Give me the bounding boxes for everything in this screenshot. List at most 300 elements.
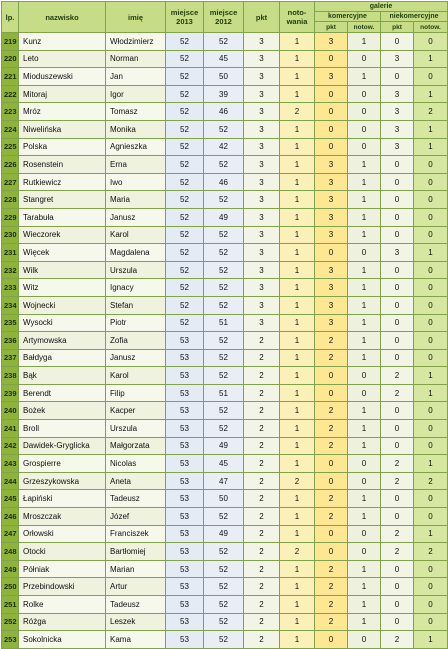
cell-notowania: 1 xyxy=(280,33,315,51)
cell-imie: Franciszek xyxy=(106,525,166,543)
cell-komercyjne-notow: 0 xyxy=(348,367,381,385)
cell-imie: Leszek xyxy=(106,613,166,631)
cell-miejsce-2013: 53 xyxy=(166,384,204,402)
cell-pkt: 3 xyxy=(244,226,280,244)
cell-komercyjne-notow: 0 xyxy=(348,85,381,103)
cell-lp: 233 xyxy=(2,279,19,297)
cell-imie: Bartłomiej xyxy=(106,543,166,561)
table-row xyxy=(2,68,448,86)
cell-niekomercyjne-notow: 0 xyxy=(414,226,448,244)
cell-niekomercyjne-notow: 0 xyxy=(414,208,448,226)
cell-komercyjne-pkt: 0 xyxy=(315,244,348,262)
cell-niekomercyjne-pkt: 0 xyxy=(381,332,414,350)
cell-lp: 228 xyxy=(2,191,19,209)
cell-komercyjne-pkt: 3 xyxy=(315,314,348,332)
cell-notowania: 1 xyxy=(280,85,315,103)
cell-komercyjne-pkt: 2 xyxy=(315,437,348,455)
table-row xyxy=(2,208,448,226)
cell-niekomercyjne-notow: 0 xyxy=(414,560,448,578)
cell-pkt: 2 xyxy=(244,543,280,561)
cell-imie: Zofia xyxy=(106,332,166,350)
cell-niekomercyjne-pkt: 0 xyxy=(381,68,414,86)
cell-lp: 244 xyxy=(2,472,19,490)
cell-lp: 243 xyxy=(2,455,19,473)
cell-lp: 234 xyxy=(2,296,19,314)
table-row xyxy=(2,226,448,244)
cell-komercyjne-pkt: 3 xyxy=(315,208,348,226)
cell-nazwisko: Bożek xyxy=(19,402,106,420)
cell-notowania: 1 xyxy=(280,560,315,578)
header-nazwisko: nazwisko xyxy=(19,2,106,33)
cell-imie: Tomasz xyxy=(106,103,166,121)
cell-miejsce-2012: 52 xyxy=(204,332,244,350)
cell-notowania: 1 xyxy=(280,332,315,350)
cell-lp: 247 xyxy=(2,525,19,543)
cell-nazwisko: Rutkiewicz xyxy=(19,173,106,191)
cell-miejsce-2012: 50 xyxy=(204,490,244,508)
table-row xyxy=(2,384,448,402)
cell-imie: Kacper xyxy=(106,402,166,420)
cell-komercyjne-notow: 1 xyxy=(348,208,381,226)
cell-miejsce-2013: 52 xyxy=(166,173,204,191)
cell-niekomercyjne-notow: 0 xyxy=(414,156,448,174)
cell-imie: Tadeusz xyxy=(106,596,166,614)
cell-pkt: 3 xyxy=(244,120,280,138)
cell-lp: 221 xyxy=(2,68,19,86)
cell-pkt: 2 xyxy=(244,578,280,596)
cell-notowania: 1 xyxy=(280,384,315,402)
cell-lp: 249 xyxy=(2,560,19,578)
cell-niekomercyjne-pkt: 2 xyxy=(381,384,414,402)
cell-imie: Ignacy xyxy=(106,279,166,297)
cell-niekomercyjne-notow: 0 xyxy=(414,508,448,526)
cell-lp: 252 xyxy=(2,613,19,631)
cell-komercyjne-notow: 1 xyxy=(348,68,381,86)
cell-niekomercyjne-notow: 0 xyxy=(414,314,448,332)
cell-nazwisko: Leto xyxy=(19,50,106,68)
cell-nazwisko: Berendt xyxy=(19,384,106,402)
cell-komercyjne-notow: 0 xyxy=(348,543,381,561)
cell-lp: 241 xyxy=(2,420,19,438)
cell-miejsce-2013: 53 xyxy=(166,578,204,596)
cell-miejsce-2013: 53 xyxy=(166,367,204,385)
cell-lp: 237 xyxy=(2,349,19,367)
cell-lp: 250 xyxy=(2,578,19,596)
table-row xyxy=(2,490,448,508)
cell-pkt: 3 xyxy=(244,279,280,297)
cell-miejsce-2012: 51 xyxy=(204,314,244,332)
cell-pkt: 2 xyxy=(244,490,280,508)
cell-niekomercyjne-notow: 0 xyxy=(414,349,448,367)
cell-niekomercyjne-pkt: 0 xyxy=(381,33,414,51)
cell-pkt: 2 xyxy=(244,367,280,385)
header-miejsce-2013 xyxy=(166,2,204,33)
cell-miejsce-2013: 53 xyxy=(166,455,204,473)
cell-komercyjne-notow: 0 xyxy=(348,103,381,121)
cell-miejsce-2012: 52 xyxy=(204,631,244,649)
header-niekomercyjne: niekomercyjne xyxy=(381,12,448,22)
cell-pkt: 3 xyxy=(244,138,280,156)
cell-komercyjne-pkt: 0 xyxy=(315,85,348,103)
cell-komercyjne-notow: 1 xyxy=(348,490,381,508)
cell-lp: 232 xyxy=(2,261,19,279)
cell-pkt: 2 xyxy=(244,455,280,473)
table-row xyxy=(2,261,448,279)
cell-miejsce-2013: 53 xyxy=(166,508,204,526)
cell-nazwisko: Półniak xyxy=(19,560,106,578)
cell-komercyjne-notow: 1 xyxy=(348,402,381,420)
ranking-table-container xyxy=(1,1,447,649)
table-row xyxy=(2,103,448,121)
cell-notowania: 1 xyxy=(280,279,315,297)
cell-nazwisko: Broll xyxy=(19,420,106,438)
cell-imie: Erna xyxy=(106,156,166,174)
cell-miejsce-2013: 52 xyxy=(166,296,204,314)
cell-niekomercyjne-pkt: 0 xyxy=(381,437,414,455)
cell-niekomercyjne-pkt: 0 xyxy=(381,578,414,596)
cell-nazwisko: Mroszczak xyxy=(19,508,106,526)
cell-miejsce-2012: 52 xyxy=(204,261,244,279)
cell-nazwisko: Bąk xyxy=(19,367,106,385)
cell-komercyjne-notow: 1 xyxy=(348,560,381,578)
cell-notowania: 1 xyxy=(280,455,315,473)
cell-niekomercyjne-notow: 1 xyxy=(414,525,448,543)
cell-miejsce-2012: 52 xyxy=(204,560,244,578)
cell-lp: 245 xyxy=(2,490,19,508)
header-notowania-text: noto-wania xyxy=(286,8,308,26)
cell-nazwisko: Wysocki xyxy=(19,314,106,332)
cell-pkt: 2 xyxy=(244,402,280,420)
table-row xyxy=(2,437,448,455)
cell-imie: Karol xyxy=(106,226,166,244)
cell-niekomercyjne-pkt: 0 xyxy=(381,279,414,297)
cell-notowania: 1 xyxy=(280,226,315,244)
cell-notowania: 1 xyxy=(280,367,315,385)
cell-nazwisko: Witz xyxy=(19,279,106,297)
cell-miejsce-2012: 45 xyxy=(204,455,244,473)
table-row xyxy=(2,279,448,297)
cell-niekomercyjne-notow: 1 xyxy=(414,367,448,385)
table-row xyxy=(2,138,448,156)
cell-notowania: 2 xyxy=(280,543,315,561)
cell-pkt: 3 xyxy=(244,85,280,103)
cell-komercyjne-pkt: 0 xyxy=(315,50,348,68)
header-kom-pkt: pkt xyxy=(315,22,348,33)
cell-imie: Józef xyxy=(106,508,166,526)
cell-niekomercyjne-notow: 0 xyxy=(414,332,448,350)
cell-nazwisko: Mróz xyxy=(19,103,106,121)
cell-niekomercyjne-notow: 1 xyxy=(414,138,448,156)
cell-komercyjne-pkt: 3 xyxy=(315,261,348,279)
table-row xyxy=(2,543,448,561)
cell-miejsce-2012: 52 xyxy=(204,191,244,209)
cell-miejsce-2012: 52 xyxy=(204,156,244,174)
table-row xyxy=(2,173,448,191)
cell-pkt: 3 xyxy=(244,208,280,226)
cell-niekomercyjne-notow: 1 xyxy=(414,244,448,262)
cell-nazwisko: Tarabuła xyxy=(19,208,106,226)
cell-komercyjne-notow: 1 xyxy=(348,296,381,314)
cell-komercyjne-pkt: 0 xyxy=(315,472,348,490)
cell-notowania: 1 xyxy=(280,208,315,226)
cell-miejsce-2013: 52 xyxy=(166,103,204,121)
cell-niekomercyjne-notow: 0 xyxy=(414,613,448,631)
cell-lp: 219 xyxy=(2,33,19,51)
cell-komercyjne-notow: 1 xyxy=(348,349,381,367)
cell-komercyjne-pkt: 2 xyxy=(315,332,348,350)
cell-miejsce-2012: 52 xyxy=(204,33,244,51)
cell-niekomercyjne-notow: 1 xyxy=(414,50,448,68)
cell-nazwisko: Mitoraj xyxy=(19,85,106,103)
cell-komercyjne-pkt: 2 xyxy=(315,508,348,526)
cell-lp: 235 xyxy=(2,314,19,332)
cell-nazwisko: Stangret xyxy=(19,191,106,209)
cell-komercyjne-notow: 0 xyxy=(348,384,381,402)
cell-notowania: 1 xyxy=(280,490,315,508)
cell-pkt: 3 xyxy=(244,244,280,262)
cell-notowania: 1 xyxy=(280,508,315,526)
cell-notowania: 1 xyxy=(280,349,315,367)
cell-niekomercyjne-notow: 0 xyxy=(414,296,448,314)
cell-imie: Iwo xyxy=(106,173,166,191)
header-miejsce-2012-text: miejsce 2012 xyxy=(209,8,238,26)
header-galerie: galerie xyxy=(315,2,448,12)
cell-notowania: 1 xyxy=(280,596,315,614)
table-row xyxy=(2,508,448,526)
cell-komercyjne-notow: 1 xyxy=(348,613,381,631)
cell-komercyjne-notow: 0 xyxy=(348,525,381,543)
cell-niekomercyjne-notow: 2 xyxy=(414,103,448,121)
table-row xyxy=(2,244,448,262)
cell-miejsce-2013: 53 xyxy=(166,472,204,490)
header-niekom-pkt: pkt xyxy=(381,22,414,33)
cell-miejsce-2013: 52 xyxy=(166,120,204,138)
cell-niekomercyjne-pkt: 0 xyxy=(381,490,414,508)
header-kom-notow: notow. xyxy=(348,22,381,33)
cell-imie: Tadeusz xyxy=(106,490,166,508)
cell-nazwisko: Więcek xyxy=(19,244,106,262)
cell-komercyjne-notow: 1 xyxy=(348,173,381,191)
header-notowania xyxy=(280,2,315,33)
cell-niekomercyjne-pkt: 3 xyxy=(381,50,414,68)
cell-nazwisko: Otocki xyxy=(19,543,106,561)
cell-pkt: 3 xyxy=(244,50,280,68)
cell-komercyjne-pkt: 2 xyxy=(315,402,348,420)
cell-pkt: 2 xyxy=(244,596,280,614)
cell-niekomercyjne-notow: 1 xyxy=(414,85,448,103)
cell-lp: 225 xyxy=(2,138,19,156)
cell-notowania: 1 xyxy=(280,525,315,543)
cell-pkt: 2 xyxy=(244,420,280,438)
cell-lp: 239 xyxy=(2,384,19,402)
cell-miejsce-2012: 45 xyxy=(204,50,244,68)
cell-komercyjne-pkt: 2 xyxy=(315,613,348,631)
cell-nazwisko: Wieczorek xyxy=(19,226,106,244)
cell-niekomercyjne-pkt: 0 xyxy=(381,296,414,314)
cell-imie: Włodzimierz xyxy=(106,33,166,51)
cell-imie: Urszula xyxy=(106,261,166,279)
cell-lp: 238 xyxy=(2,367,19,385)
cell-nazwisko: Rosenstein xyxy=(19,156,106,174)
cell-niekomercyjne-notow: 2 xyxy=(414,472,448,490)
cell-imie: Artur xyxy=(106,578,166,596)
cell-notowania: 1 xyxy=(280,578,315,596)
cell-komercyjne-pkt: 3 xyxy=(315,68,348,86)
cell-komercyjne-notow: 0 xyxy=(348,472,381,490)
cell-komercyjne-notow: 1 xyxy=(348,596,381,614)
table-row xyxy=(2,296,448,314)
cell-notowania: 1 xyxy=(280,68,315,86)
cell-miejsce-2013: 53 xyxy=(166,631,204,649)
cell-imie: Jan xyxy=(106,68,166,86)
header-miejsce-2012 xyxy=(204,2,244,33)
cell-niekomercyjne-pkt: 0 xyxy=(381,560,414,578)
cell-miejsce-2012: 47 xyxy=(204,472,244,490)
cell-miejsce-2012: 52 xyxy=(204,296,244,314)
cell-miejsce-2013: 53 xyxy=(166,332,204,350)
cell-miejsce-2013: 52 xyxy=(166,279,204,297)
header-miejsce-2013-text: miejsce 2013 xyxy=(170,8,199,26)
table-row xyxy=(2,560,448,578)
cell-miejsce-2012: 46 xyxy=(204,173,244,191)
cell-imie: Filip xyxy=(106,384,166,402)
cell-imie: Kama xyxy=(106,631,166,649)
table-header xyxy=(2,2,448,33)
cell-komercyjne-notow: 0 xyxy=(348,50,381,68)
cell-lp: 251 xyxy=(2,596,19,614)
cell-niekomercyjne-pkt: 2 xyxy=(381,472,414,490)
cell-lp: 236 xyxy=(2,332,19,350)
table-row xyxy=(2,613,448,631)
cell-imie: Aneta xyxy=(106,472,166,490)
cell-niekomercyjne-pkt: 0 xyxy=(381,508,414,526)
cell-pkt: 3 xyxy=(244,103,280,121)
cell-imie: Janusz xyxy=(106,208,166,226)
cell-komercyjne-notow: 0 xyxy=(348,244,381,262)
cell-miejsce-2012: 52 xyxy=(204,578,244,596)
ranking-table xyxy=(1,1,448,649)
cell-komercyjne-notow: 1 xyxy=(348,578,381,596)
cell-miejsce-2013: 52 xyxy=(166,191,204,209)
cell-miejsce-2013: 52 xyxy=(166,156,204,174)
table-row xyxy=(2,191,448,209)
cell-pkt: 3 xyxy=(244,156,280,174)
cell-imie: Stefan xyxy=(106,296,166,314)
cell-niekomercyjne-notow: 1 xyxy=(414,455,448,473)
header-lp: lp. xyxy=(2,2,19,33)
cell-niekomercyjne-pkt: 3 xyxy=(381,138,414,156)
cell-imie: Maria xyxy=(106,191,166,209)
cell-komercyjne-notow: 1 xyxy=(348,279,381,297)
cell-niekomercyjne-notow: 0 xyxy=(414,68,448,86)
cell-lp: 240 xyxy=(2,402,19,420)
cell-pkt: 2 xyxy=(244,472,280,490)
cell-notowania: 1 xyxy=(280,402,315,420)
cell-notowania: 1 xyxy=(280,50,315,68)
cell-komercyjne-pkt: 3 xyxy=(315,279,348,297)
cell-nazwisko: Wilk xyxy=(19,261,106,279)
cell-notowania: 1 xyxy=(280,314,315,332)
cell-komercyjne-pkt: 0 xyxy=(315,384,348,402)
cell-komercyjne-notow: 1 xyxy=(348,314,381,332)
table-row xyxy=(2,50,448,68)
cell-miejsce-2012: 51 xyxy=(204,384,244,402)
cell-imie: Monika xyxy=(106,120,166,138)
cell-miejsce-2013: 52 xyxy=(166,261,204,279)
cell-imie: Agnieszka xyxy=(106,138,166,156)
cell-niekomercyjne-pkt: 0 xyxy=(381,226,414,244)
cell-lp: 231 xyxy=(2,244,19,262)
cell-pkt: 2 xyxy=(244,384,280,402)
table-row xyxy=(2,33,448,51)
cell-komercyjne-pkt: 3 xyxy=(315,296,348,314)
cell-niekomercyjne-pkt: 2 xyxy=(381,455,414,473)
cell-imie: Magdalena xyxy=(106,244,166,262)
cell-lp: 223 xyxy=(2,103,19,121)
header-imie: imię xyxy=(106,2,166,33)
cell-notowania: 1 xyxy=(280,244,315,262)
cell-komercyjne-notow: 1 xyxy=(348,332,381,350)
cell-lp: 226 xyxy=(2,156,19,174)
cell-notowania: 1 xyxy=(280,138,315,156)
cell-komercyjne-notow: 0 xyxy=(348,138,381,156)
cell-nazwisko: Polska xyxy=(19,138,106,156)
cell-pkt: 3 xyxy=(244,173,280,191)
cell-niekomercyjne-pkt: 0 xyxy=(381,349,414,367)
cell-niekomercyjne-pkt: 0 xyxy=(381,173,414,191)
cell-niekomercyjne-pkt: 0 xyxy=(381,156,414,174)
cell-niekomercyjne-notow: 0 xyxy=(414,173,448,191)
cell-pkt: 3 xyxy=(244,314,280,332)
cell-miejsce-2012: 49 xyxy=(204,525,244,543)
cell-miejsce-2012: 52 xyxy=(204,120,244,138)
cell-komercyjne-pkt: 0 xyxy=(315,138,348,156)
cell-nazwisko: Różga xyxy=(19,613,106,631)
cell-miejsce-2013: 53 xyxy=(166,525,204,543)
cell-niekomercyjne-notow: 0 xyxy=(414,596,448,614)
cell-nazwisko: Bałdyga xyxy=(19,349,106,367)
cell-pkt: 2 xyxy=(244,437,280,455)
cell-miejsce-2012: 52 xyxy=(204,226,244,244)
cell-miejsce-2013: 52 xyxy=(166,85,204,103)
cell-nazwisko: Grospierre xyxy=(19,455,106,473)
cell-niekomercyjne-notow: 0 xyxy=(414,33,448,51)
cell-miejsce-2013: 53 xyxy=(166,437,204,455)
cell-lp: 229 xyxy=(2,208,19,226)
cell-nazwisko: Przebindowski xyxy=(19,578,106,596)
table-row xyxy=(2,85,448,103)
cell-nazwisko: Rolke xyxy=(19,596,106,614)
table-row xyxy=(2,455,448,473)
cell-niekomercyjne-notow: 0 xyxy=(414,490,448,508)
cell-niekomercyjne-pkt: 0 xyxy=(381,402,414,420)
cell-imie: Nicolas xyxy=(106,455,166,473)
cell-miejsce-2012: 39 xyxy=(204,85,244,103)
header-komercyjne: komercyjne xyxy=(315,12,381,22)
cell-nazwisko: Sokolnicka xyxy=(19,631,106,649)
cell-pkt: 2 xyxy=(244,508,280,526)
cell-pkt: 3 xyxy=(244,68,280,86)
cell-niekomercyjne-notow: 0 xyxy=(414,261,448,279)
cell-pkt: 2 xyxy=(244,332,280,350)
cell-miejsce-2013: 52 xyxy=(166,138,204,156)
cell-lp: 230 xyxy=(2,226,19,244)
cell-miejsce-2013: 53 xyxy=(166,560,204,578)
cell-lp: 220 xyxy=(2,50,19,68)
cell-miejsce-2013: 53 xyxy=(166,349,204,367)
cell-niekomercyjne-pkt: 3 xyxy=(381,244,414,262)
table-row xyxy=(2,156,448,174)
